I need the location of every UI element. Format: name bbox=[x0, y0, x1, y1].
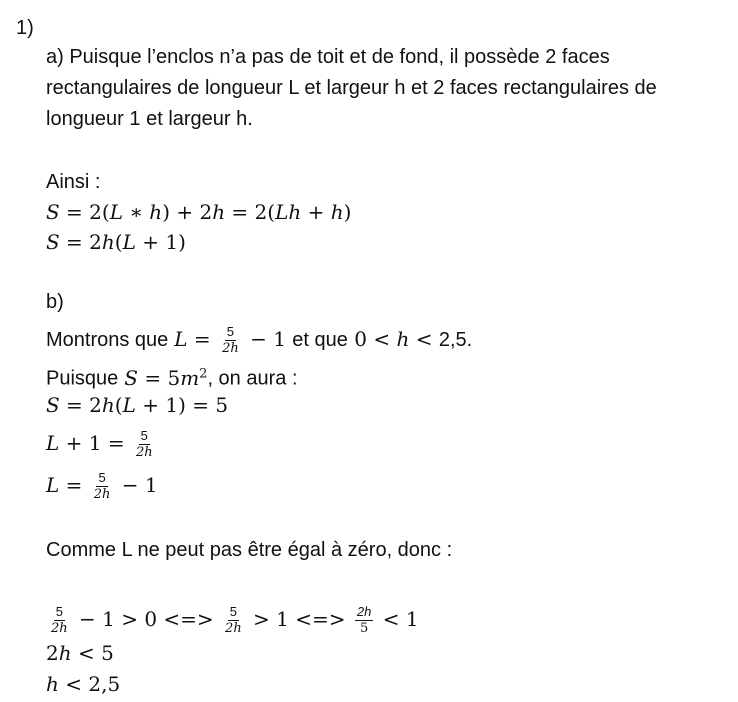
equation-s-expanded: S = 2(L ∗ h) + 2h = 2(Lh + h) bbox=[46, 200, 352, 224]
fraction-5-over-2h: $\frac{5}{2h}$ bbox=[225, 604, 242, 636]
montrons-line: Montrons que L = $\frac{5}{2h}$ − 1 et que 0 < h < 2,5. bbox=[46, 324, 473, 356]
equation-l-value: L = $\frac{5}{2h}$ − 1 bbox=[46, 470, 158, 502]
inequality-h-lt-2-5: h < 2,5 bbox=[46, 672, 121, 696]
montrons-mid: et que bbox=[292, 328, 348, 351]
puisque-line: Puisque $S = 5m^2$, on aura : bbox=[46, 365, 298, 390]
fraction-5-over-2h: $\frac{5}{2h}$ bbox=[135, 428, 153, 460]
equation-l-plus-1: L + 1 = $\frac{5}{2h}$ bbox=[46, 428, 153, 460]
equation-s-factored: S = 2h(L + 1) bbox=[46, 230, 186, 254]
part-a-line-1: a) Puisque l’enclos n’a pas de toit et de fond, il possède 2 faces bbox=[46, 46, 610, 68]
fraction-5-over-2h: $\frac{5}{2h}$ bbox=[222, 324, 239, 356]
fraction-5-over-2h: $\frac{5}{2h}$ bbox=[93, 470, 111, 502]
puisque-suffix: , on aura : bbox=[207, 367, 298, 390]
part-b-label: b) bbox=[46, 291, 64, 313]
montrons-prefix: Montrons que bbox=[46, 328, 169, 351]
inequality-2h-lt-5: 2h < 5 bbox=[46, 641, 114, 665]
comme-line: Comme L ne peut pas être égal à zéro, donc : bbox=[46, 539, 453, 561]
part-a-line-2: rectangulaires de longueur L et largeur h et 2 faces rectangulaires de bbox=[46, 77, 657, 99]
puisque-prefix: Puisque bbox=[46, 367, 119, 390]
question-number: 1) bbox=[16, 17, 34, 39]
equation-s-equals-5: S = 2h(L + 1) = 5 bbox=[46, 393, 229, 417]
fraction-5-over-2h: $\frac{5}{2h}$ bbox=[51, 604, 68, 636]
inequality-chain: $\frac{5}{2h}$ − 1 > 0 <=> $\frac{5}{2h}$ > 1 <=> $\frac{2h}{5}$ < 1 bbox=[51, 604, 419, 636]
ainsi-label: Ainsi : bbox=[46, 171, 101, 193]
part-a-line-3: longueur 1 et largeur h. bbox=[46, 108, 253, 130]
fraction-2h-over-5: $\frac{2h}{5}$ bbox=[356, 604, 372, 636]
